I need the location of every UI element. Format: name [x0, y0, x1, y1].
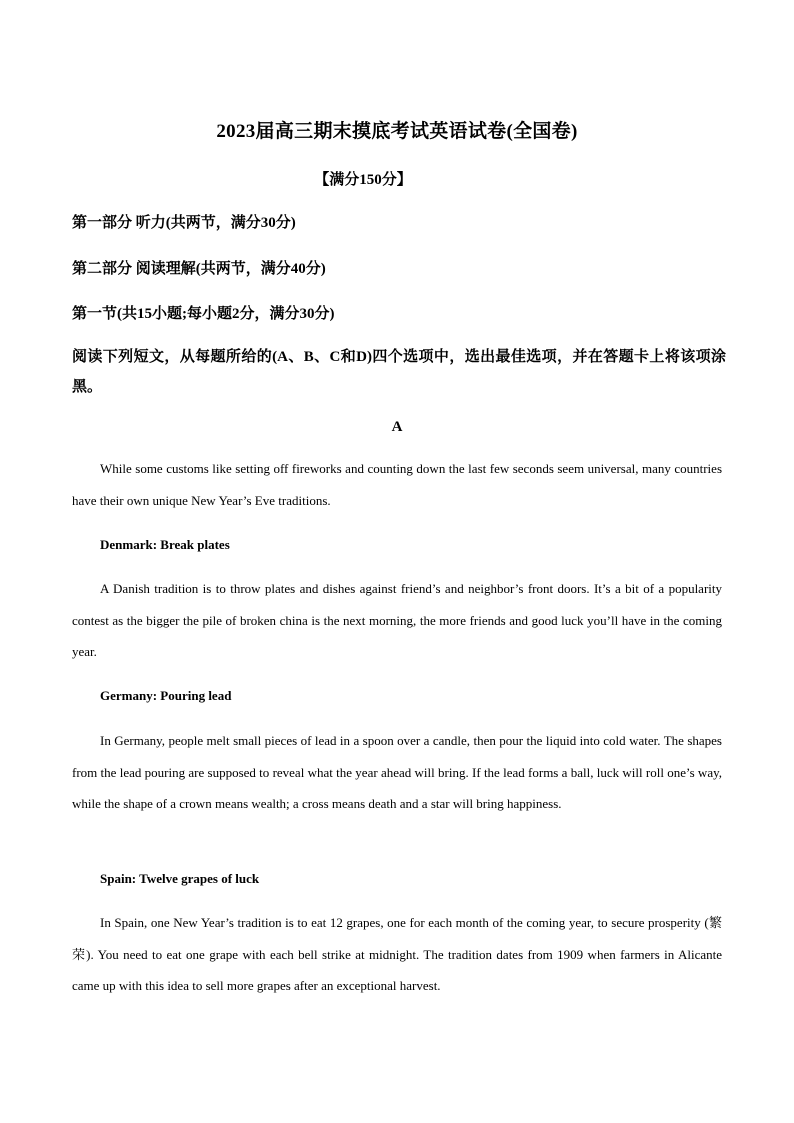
passage-label: A	[391, 419, 403, 435]
full-score: 【满分150分】	[314, 172, 412, 188]
denmark-paragraph: A Danish tradition is to throw plates and dishes against friend’s and neighbor’s front doors. It’s a bit of a popularity contest as the bigger the pile of broken china is the next morning, the more friends and good luck you’ll have in the coming year.	[72, 581, 722, 659]
exam-title: 2023届高三期末摸底考试英语试卷(全国卷)	[216, 121, 578, 142]
part1-heading: 第一部分 听力(共两节，满分30分)	[72, 215, 296, 231]
section1-heading: 第一节(共15小题;每小题2分，满分30分)	[72, 306, 335, 322]
denmark-heading: Denmark: Break plates	[100, 537, 230, 552]
instructions: 阅读下列短文，从每题所给的(A、B、C和D)四个选项中，选出最佳选项，并在答题卡上将该项涂黑。	[72, 349, 726, 395]
spain-heading: Spain: Twelve grapes of luck	[100, 871, 260, 886]
germany-heading: Germany: Pouring lead	[100, 688, 232, 703]
intro-paragraph: While some customs like setting off fireworks and counting down the last few seconds seem universal, many countries have their own unique New Year’s Eve traditions.	[72, 461, 722, 508]
spain-paragraph: In Spain, one New Year’s tradition is to eat 12 grapes, one for each month of the coming year, to secure prosperity (繁荣). You need to eat one grape with each bell strike at midnight. The tradition dates from 1909 when farmers in Alicante came up with this idea to sell more grapes after an exceptional harvest.	[72, 915, 722, 993]
part2-heading: 第二部分 阅读理解(共两节，满分40分)	[72, 261, 326, 277]
germany-paragraph: In Germany, people melt small pieces of lead in a spoon over a candle, then pour the liquid into cold water. The shapes from the lead pouring are supposed to reveal what the year ahead will bring. If the lead forms a ball, luck will roll one’s way, while the shape of a crown means wealth; a cross means death and a star will bring happiness.	[72, 733, 722, 811]
